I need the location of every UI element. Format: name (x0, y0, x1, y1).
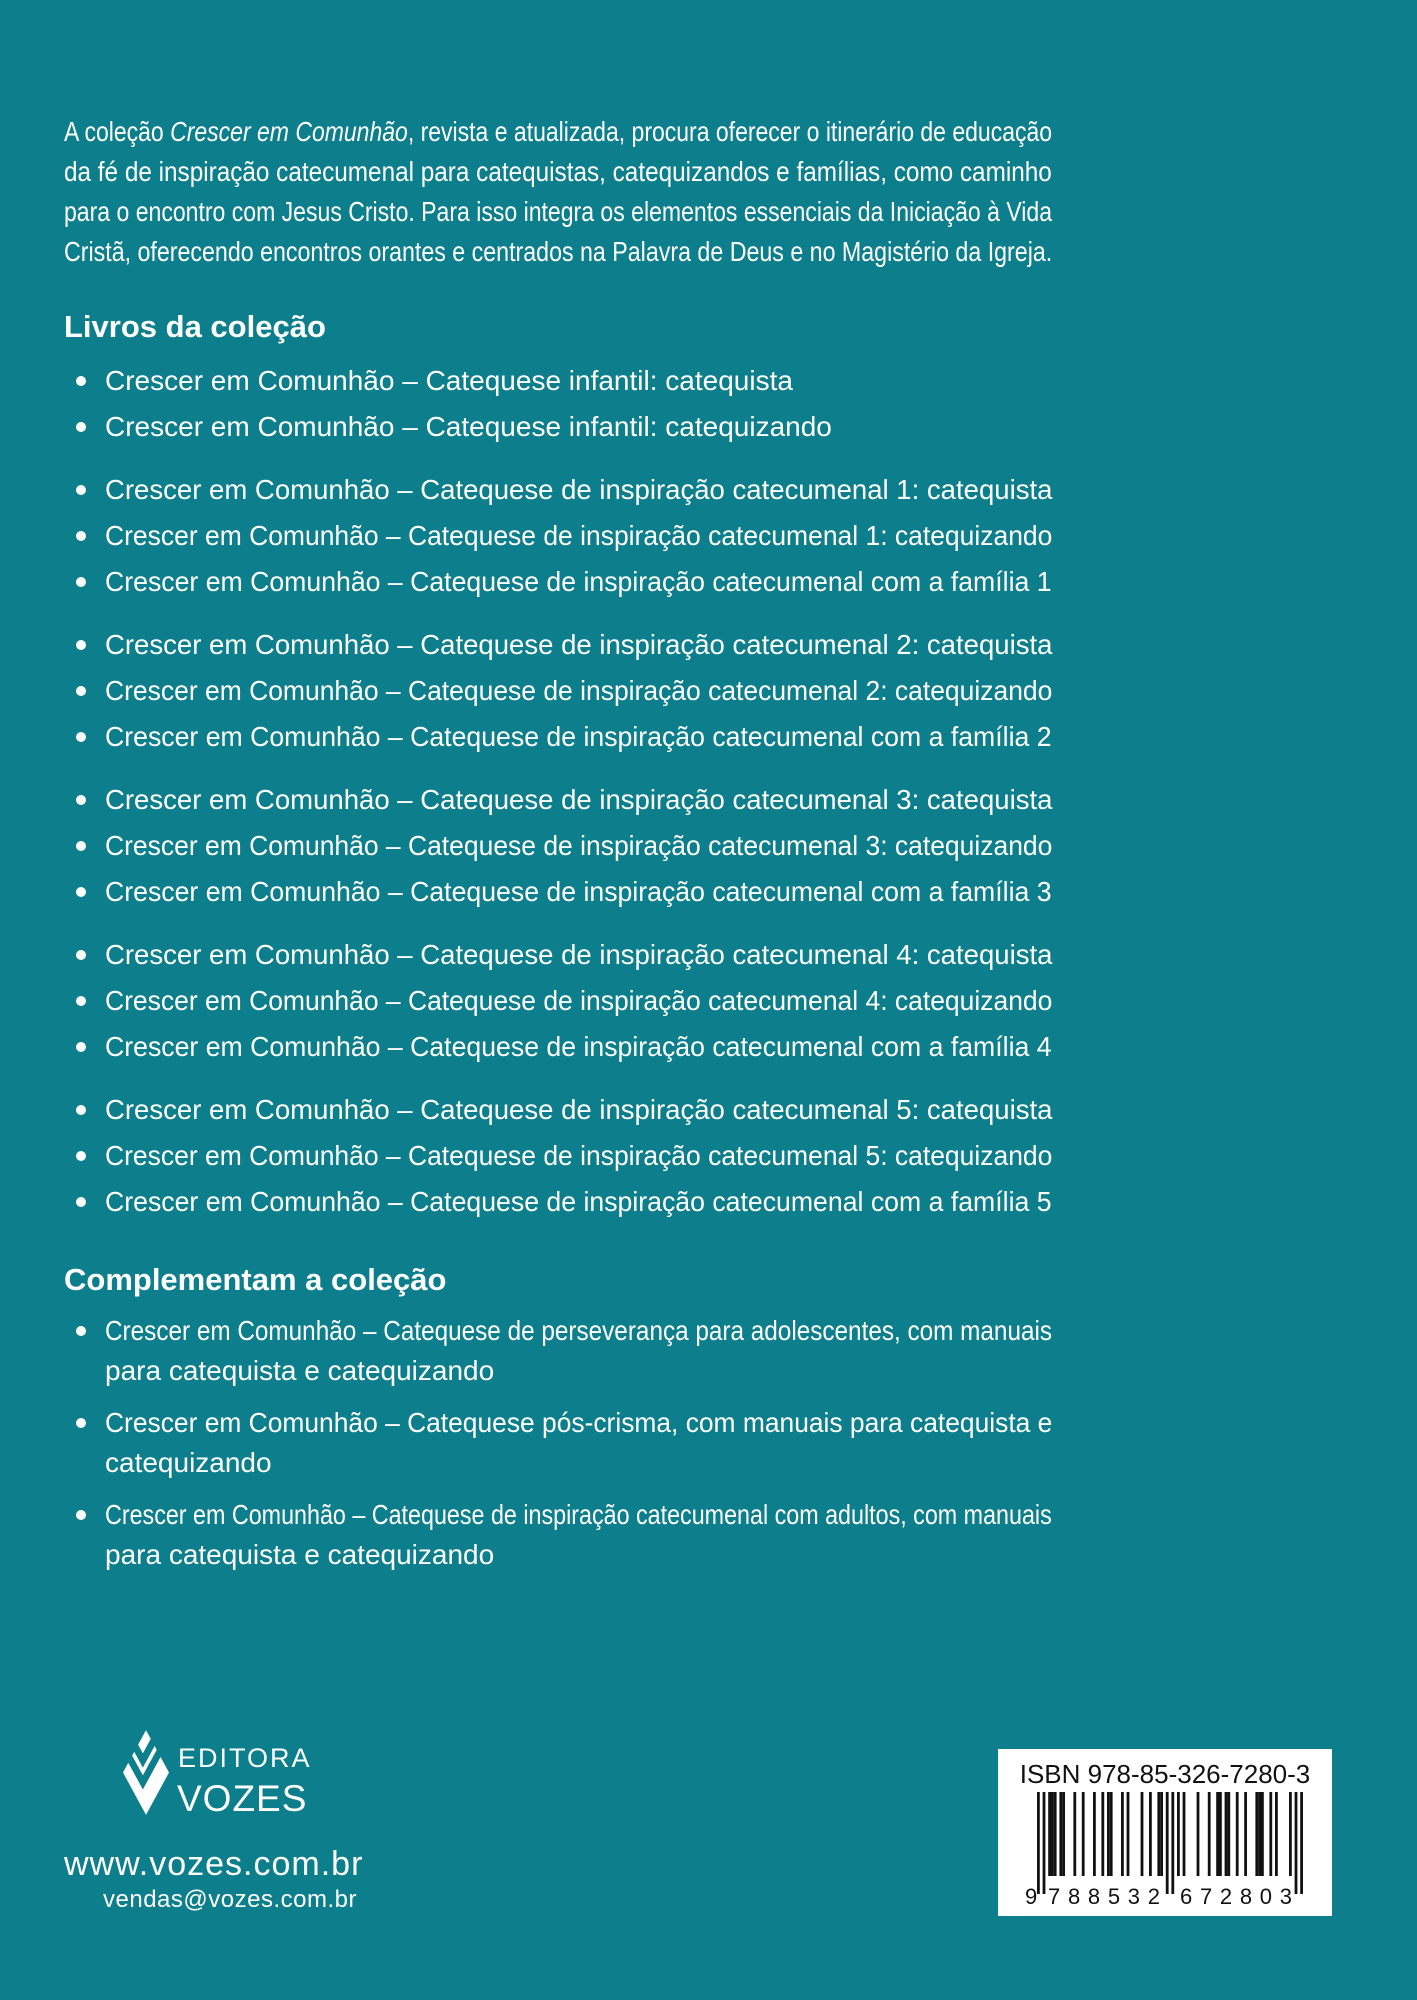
book-list-item: Crescer em Comunhão – Catequese de inspiração catecumenal 4: catequizando (64, 978, 1052, 1024)
book-group (64, 467, 1052, 605)
barcode (1025, 1792, 1305, 1906)
isbn-block (998, 1749, 1332, 1916)
book-group (64, 777, 1052, 915)
cover-text-column (64, 112, 1052, 1587)
publisher-email: vendas@vozes.com.br (103, 1886, 357, 1913)
book-list-item: Crescer em Comunhão – Catequese de inspiração catecumenal com a família 3 (64, 869, 1052, 915)
complement-list-item: Crescer em Comunhão – Catequese pós-crisma, com manuais para catequista e catequizando (64, 1403, 1052, 1483)
publisher-name-editora: EDITORA (178, 1743, 312, 1773)
barcode-digits-left: 788532 (1048, 1884, 1160, 1906)
book-list-item: Crescer em Comunhão – Catequese de inspiração catecumenal 1: catequizando (64, 513, 1052, 559)
book-group (64, 358, 1052, 450)
publisher-website: www.vozes.com.br (64, 1845, 364, 1883)
complement-list (64, 1311, 1052, 1575)
book-list-item: Crescer em Comunhão – Catequese de inspiração catecumenal com a família 2 (64, 714, 1052, 760)
books-section-heading: Livros da coleção (64, 309, 326, 344)
bullet-icon (64, 777, 105, 823)
book-group (64, 932, 1052, 1070)
book-list-item: Crescer em Comunhão – Catequese de inspiração catecumenal com a família 5 (64, 1179, 1052, 1225)
complement-list-item: Crescer em Comunhão – Catequese de perseverança para adolescentes, com manuais para catequista e catequizando (64, 1311, 1052, 1391)
bullet-icon (64, 1495, 105, 1535)
paragraph-line: A coleção Crescer em Comunhão, revista e atualizada, procura oferecer o itinerário de educação (64, 116, 1053, 147)
paragraph-line: Cristã, oferecendo encontros orantes e centrados na Palavra de Deus e no Magistério da Igreja. (64, 236, 1053, 267)
book-list-item: Crescer em Comunhão – Catequese de inspiração catecumenal 5: catequista (64, 1087, 1052, 1133)
bullet-icon (64, 358, 105, 404)
complement-section-heading: Complementam a coleção (64, 1262, 447, 1297)
barcode-lead-digit: 9 (1025, 1884, 1038, 1906)
bullet-icon (64, 467, 105, 513)
book-list-item: Crescer em Comunhão – Catequese de inspiração catecumenal com a família 1 (64, 559, 1052, 605)
bullet-icon (64, 404, 105, 450)
bullet-icon (64, 1024, 105, 1070)
intro-paragraph (64, 112, 1052, 272)
collection-title-italic: Crescer em Comunhão (170, 116, 408, 147)
isbn-label: ISBN 978-85-326-7280-3 (1019, 1759, 1311, 1789)
bullet-icon (64, 1311, 105, 1351)
book-list-item: Crescer em Comunhão – Catequese de inspiração catecumenal 3: catequizando (64, 823, 1052, 869)
book-list-item: Crescer em Comunhão – Catequese de inspiração catecumenal 3: catequista (64, 777, 1052, 823)
bullet-icon (64, 513, 105, 559)
bullet-icon (64, 869, 105, 915)
bullet-icon (64, 1403, 105, 1443)
bullet-icon (64, 622, 105, 668)
book-group (64, 622, 1052, 760)
vozes-logo-icon (123, 1730, 169, 1815)
publisher-name-vozes: VOZES (177, 1778, 308, 1819)
books-list (64, 358, 1052, 1225)
bullet-icon (64, 1087, 105, 1133)
paragraph-line: para o encontro com Jesus Cristo. Para isso integra os elementos essenciais da Iniciação à Vida (64, 196, 1053, 227)
bullet-icon (64, 1179, 105, 1225)
bullet-icon (64, 978, 105, 1024)
book-list-item: Crescer em Comunhão – Catequese de inspiração catecumenal 2: catequista (64, 622, 1052, 668)
barcode-digits-right: 672803 (1180, 1884, 1292, 1906)
bullet-icon (64, 1133, 105, 1179)
bullet-icon (64, 932, 105, 978)
book-list-item: Crescer em Comunhão – Catequese de inspiração catecumenal 2: catequizando (64, 668, 1052, 714)
book-list-item: Crescer em Comunhão – Catequese de inspiração catecumenal 5: catequizando (64, 1133, 1052, 1179)
book-list-item: Crescer em Comunhão – Catequese de inspiração catecumenal com a família 4 (64, 1024, 1052, 1070)
bullet-icon (64, 714, 105, 760)
book-group (64, 1087, 1052, 1225)
bullet-icon (64, 668, 105, 714)
complement-list-item: Crescer em Comunhão – Catequese de inspiração catecumenal com adultos, com manuais para catequista e catequizando (64, 1495, 1052, 1575)
book-list-item: Crescer em Comunhão – Catequese de inspiração catecumenal 1: catequista (64, 467, 1052, 513)
paragraph-line: da fé de inspiração catecumenal para catequistas, catequizandos e famílias, como caminho (64, 156, 1052, 187)
book-list-item: Crescer em Comunhão – Catequese infantil: catequizando (64, 404, 1052, 450)
bullet-icon (64, 559, 105, 605)
book-list-item: Crescer em Comunhão – Catequese de inspiração catecumenal 4: catequista (64, 932, 1052, 978)
book-list-item: Crescer em Comunhão – Catequese infantil: catequista (64, 358, 1052, 404)
bullet-icon (64, 823, 105, 869)
